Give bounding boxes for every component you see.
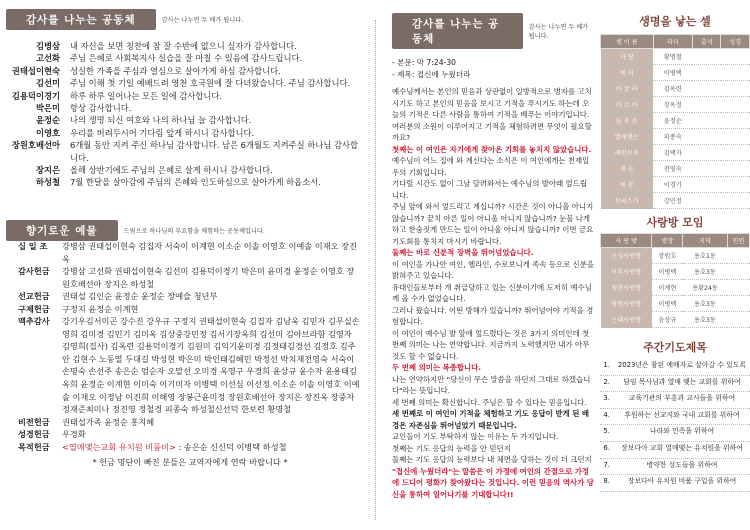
thanks-text: 주님 이해 첫 기일 예배드려 영천 호국원에 잘 다녀왔습니다. 주님 감사합니다. (70, 78, 351, 89)
groups-cell (727, 312, 749, 328)
groups-cell: 용호3동 (683, 312, 727, 328)
cells-cell (721, 129, 750, 145)
sermon-subtitle: 감사는 나누면 두 배가 됩니다. (528, 24, 589, 40)
sermon-paragraph: 유대인들로부터 개 취급당하고 있는 신분이기에 도저히 예수님께 올 수가 없었습니다. (392, 282, 592, 304)
sermon-paragraph: 첫째는 기도 응답의 능력을 안 믿던지 (392, 443, 511, 453)
offering-footer: * 헌금 명단이 빠진 분들은 교역자에게 연락 바랍니다 * (92, 457, 288, 468)
offering-row (18, 428, 362, 441)
offering-subtitle: 드림으로 하나님의 부요함을 체험하는 공동체입니다. (123, 228, 265, 235)
cells-row (601, 129, 750, 145)
prayer-text: 2023년은 참된 예배자로 살아갈 수 있도록 (617, 361, 747, 369)
sermon-paragraph: 세 번째로 이 여인이 기적을 체험하고 기도 응답이 받게 된 배경은 자존심을 뛰어넘었기 때문입니다. (392, 409, 590, 430)
sermon-meta (392, 57, 596, 80)
thanks-text: 주님 은혜로 사회복지사 실습을 잘 마칠 수 있음에 감사드립니다. (70, 53, 303, 64)
groups-cell (727, 280, 749, 296)
offering-label: 목적헌금 (18, 441, 50, 452)
groups-cell: 용호1동 (683, 248, 727, 264)
cells-table (600, 34, 750, 209)
prayer-text: 장보다아 교회 열매맺는 유치원을 위하여 (621, 443, 743, 452)
cells-cell (692, 145, 721, 161)
middle-column (378, 0, 596, 530)
cells-cell: 늘 푸 른 (601, 113, 654, 129)
prayer-number: 4. (603, 410, 610, 419)
thanks-name: 김병삼 (35, 41, 60, 51)
groups-row (601, 280, 750, 296)
prayer-list (600, 359, 750, 492)
cells-cell (692, 65, 721, 81)
sermon-paragraph: 주님 앞에 와서 엎드리고 계십니까? 시간은 것이 아니울 아니지 않습니까? 끝치 아른 일이 아니울 아니지 않습니까? 눈물 나게 하고 한숨짓게 만드는 일이 아니울 아니지 않습니까? 이번 금요기도회를 통치지 마시기 바랍니다. (392, 202, 594, 246)
cells-cell (692, 129, 721, 145)
cells-cell (721, 81, 750, 97)
groups-row (601, 312, 750, 328)
prayer-number: 1. (603, 361, 610, 369)
offering-row (18, 416, 362, 429)
groups-cell (727, 264, 749, 280)
offering-names-text: 강병삼 고선화 권태섭이현숙 김선미 김용덕이경기 박은미 윤미경 윤정순 이영호 장원호배선아 장지은 하성철 (62, 266, 355, 289)
groups-header-cell: 방장 (652, 234, 683, 248)
groups-header-cell: 인원 (727, 234, 749, 248)
sermon-header (392, 13, 596, 49)
thanks-item (0, 139, 364, 164)
prayer-title: 주간기도제목 (643, 341, 707, 354)
offering-title: 향기로운 예물 (6, 220, 118, 241)
thanks-item (0, 176, 364, 188)
cells-row (601, 161, 750, 177)
offering-row (18, 315, 362, 415)
thanks-subtitle: 감사는 나누면 두 배가 됩니다. (161, 17, 244, 24)
prayer-text: 장보다아 유치원 비품 구입을 위하여 (627, 477, 737, 486)
thanks-name: 하성철 (35, 177, 60, 188)
sermon-paragraph: 나는 연약하지만 "당신이 무슨 말씀을 하던지 그대로 하겠습니다"라는 뜻입니다. (392, 374, 591, 396)
offering-label: 비전헌금 (18, 416, 50, 427)
offering-names-text: : 송은순 신신덕 이병택 하성철 (175, 441, 287, 452)
offering-label: 구제헌금 (18, 303, 50, 314)
cells-header-cell: 성경 (721, 35, 750, 49)
cells-cell (721, 113, 750, 129)
cells-cell: 김옥련 (653, 81, 692, 97)
offering-row (18, 240, 362, 265)
sermon-paragraph: 첫째는 이 여인은 자기에게 찾아온 기회를 놓치지 않았습니다. (392, 144, 592, 154)
cells-cell: 피종숙 (653, 129, 692, 145)
thanks-name: 김선미 (35, 78, 60, 89)
prayer-number: 2. (603, 377, 610, 386)
offering-list (18, 240, 362, 469)
thanks-text: 7월 한달을 살아감에 주님의 은혜와 인도하심으로 살아가게 하옵소서. (70, 177, 321, 188)
groups-cell: 청룡사랑방 (601, 280, 652, 296)
groups-table (600, 233, 750, 328)
offering-names (62, 240, 362, 265)
groups-cell: 용호3동 (683, 264, 727, 280)
offering-row (18, 303, 362, 316)
offering-names-text: 권태섭가족 윤정순 홍지혜 (62, 416, 155, 427)
thanks-text: 성실한 가족을 주심과 열심으로 살아가게 하심 감사합니다. (70, 65, 281, 76)
thanks-name: 박은미 (35, 103, 60, 114)
sermon-paragraph: 두 번째 의미는 복종합니다. (392, 363, 482, 373)
thanks-name: 고선화 (35, 53, 60, 64)
offering-label: 맥추감사 (18, 316, 50, 327)
cells-cell: 레인보우 (601, 145, 654, 161)
offering-label: 선교헌금 (18, 291, 50, 302)
cells-cell: 열매맺는 (601, 129, 654, 145)
thanks-list (0, 40, 364, 189)
cells-row (601, 145, 750, 161)
cells-cell (721, 145, 750, 161)
cells-cell: 이경기 (653, 177, 692, 193)
cells-row (601, 113, 750, 129)
groups-cell: 아후사랑방 (601, 264, 652, 280)
prayer-text: 병약한 성도들을 위하여 (646, 460, 718, 469)
cells-cell (692, 177, 721, 193)
cells-cell (692, 81, 721, 97)
groups-cell: 이계현 (652, 280, 683, 296)
thanks-name: 윤정순 (35, 115, 60, 126)
thanks-text: 내 자신을 보면 칭찬에 참 잘 수반에 없으니 싶자가 감사합니다. (70, 41, 297, 51)
groups-cell: 은혜사랑방 (601, 312, 652, 328)
cells-cell (721, 97, 750, 113)
thanks-text: 하루 하루 일어나는 모든 일에 감사합니다. (70, 90, 223, 101)
cells-row (601, 177, 750, 193)
sermon-paragraph: 예수님께서는 본인의 믿음과 상관없이 일방적으로 병자를 고치시기도 하고 본인의 믿음을 보시고 기적을 푸시기도 하는데 오늘의 기적은 다른 사람을 통하여 기적을 베푸는 이야기입니다. (392, 87, 592, 120)
prayer-number: 3. (603, 394, 610, 403)
left-column (0, 0, 372, 530)
groups-cell: 장원호 (652, 248, 683, 264)
thanks-name: 김용덕이경기 (11, 90, 60, 101)
thanks-item (0, 90, 364, 102)
column-divider (375, 20, 376, 520)
groups-row (601, 296, 750, 312)
thanks-name: 이영호 (35, 127, 60, 138)
prayer-number: 8. (603, 477, 610, 486)
cells-cell: 윤정순 (653, 113, 692, 129)
offering-purpose: <열매맺는교회 유치원 비품비> (62, 441, 176, 452)
sermon-paragraph: "접신에 누웠더라"는 말씀은 이 가정에 여인의 간절으로 가정에 드디어 평화가 찾아왔다는 것입니다. 이런 믿음의 역사가 당신을 통하여 일어나기를 기대합니다!! (392, 466, 594, 499)
offering-row (18, 290, 362, 303)
cells-cell: 장옥정 (653, 97, 692, 113)
offering-label: 십 일 조 (18, 241, 48, 251)
groups-header-cell: 지역 (683, 234, 727, 248)
thanks-item (0, 65, 364, 77)
groups-title: 사랑방 모임 (646, 216, 704, 229)
cells-cell (692, 97, 721, 113)
sermon-paragraph: 여러분의 소원이 이루어지고 기적을 체험하려면 무엇이 필요할까요? (392, 121, 592, 143)
prayer-text: 나라와 민족을 위하여 (649, 427, 715, 436)
prayer-item (600, 475, 750, 492)
sermon-paragraph: 세 번째 의미는 확신합니다. 주님은 할 수 있다는 믿음입니다. (392, 397, 587, 407)
thanks-title: 감사를 나누는 공동체 (6, 9, 156, 30)
cells-cell: 아 굴 라 (601, 81, 654, 97)
offering-names (62, 441, 362, 454)
offering-names-text: 구정지 윤정순 이계현 (62, 303, 139, 314)
cells-cell: 김택자 (653, 145, 692, 161)
offering-names (62, 428, 362, 441)
cells-cell: 황명철 (653, 49, 692, 65)
thanks-text: 6개월 동안 지켜 주신 하나님 감사합니다. 남은 6개월도 지켜주실 하나님 감사합니다. (70, 140, 359, 163)
cells-cell (721, 193, 750, 209)
groups-cell: 윤상규 (652, 312, 683, 328)
cells-cell: 에 봉 (601, 177, 654, 193)
groups-cell: 땅원사랑방 (601, 296, 652, 312)
prayer-item (600, 376, 750, 393)
offering-label: 성경헌금 (18, 429, 50, 440)
offering-names (62, 416, 362, 429)
thanks-text: 우리를 버려두시어 기다림 앞게 하시니 감사합니다. (70, 127, 255, 138)
offering-names-text: 강기우김서미곤 강수진 강우규 구정지 권태섭이현숙 김집자 김남욱 김믿자 김무실손영희 김미경 김민기 김미옥 김상중강민정 김서기장옥희 김선미 김아브라함 김영자 김영희(집사) 김옥련 김용덕이경기 김원미 김익기윤미경 김정태김경선 김정호 김주안 김현수 노동열 두대길 박성현 박은미 박인태김혜민 박정선 박치재전영숙 서숙이 손명숙 손선주 송은순 엄순자 오말선 오미경 옥영구 우경희 윤상규 윤수자 윤용태김옥희 윤정순 이계현 이미숙 이기미자 이병택 이선심 이선정 이소순 이솔 이영호 이예솔 이재오 이정남 이진희 이해영 장봉근윤미정 장원호배선아 장지은 장진옥 장중자 정재준최미나 정진영 정철경 피종숙 하성철신선덕 한보련 황명철 (62, 316, 360, 415)
cells-row (601, 81, 750, 97)
thanks-item (0, 114, 364, 126)
cells-cell (721, 161, 750, 177)
prayer-item (600, 392, 750, 409)
offering-names-text: 강병삼 권태섭이현숙 김집자 서숙이 이계현 이소순 이솔 이영호 이예솔 이재오 장진옥 (62, 241, 357, 264)
cells-row (601, 97, 750, 113)
cells-cell: 전영숙 (653, 161, 692, 177)
groups-cell (727, 296, 749, 312)
offering-names-text: 우경화 (62, 429, 86, 440)
cells-header-cell: 출석 (692, 35, 721, 49)
thanks-text: 나의 생명 되신 여호와 나의 하나님 늘 감사합니다. (70, 115, 252, 126)
groups-cell: 용호3동 (683, 296, 727, 312)
prayer-item (600, 409, 750, 426)
groups-cell: 이병택 (652, 264, 683, 280)
cells-cell: 브리스가 (601, 193, 654, 209)
cells-row (601, 49, 750, 65)
cells-cell (692, 113, 721, 129)
offering-names-text: 권태섭 김인순 윤정순 윤정순 장예슬 청년부 (62, 291, 218, 302)
groups-row (601, 248, 750, 264)
prayer-number: 6. (603, 443, 610, 452)
sermon-paragraph: 교인들이 기도 부탁하지 않는 이유는 두 가지입니다. (392, 432, 559, 442)
prayer-text: 교육기관의 부흥과 교사들을 위하여 (628, 394, 736, 403)
groups-row (601, 264, 750, 280)
sermon-paragraph: 예수님이 어느 집에 와 계신다는 소식은 이 여인에게는 천재일우의 기회입니다. (392, 156, 590, 177)
groups-cell: 군성사랑방 (601, 248, 652, 264)
thanks-item (0, 102, 364, 114)
prayer-item (600, 359, 750, 376)
offering-names (62, 315, 362, 415)
prayer-number: 5. (603, 427, 610, 436)
sermon-body (378, 86, 596, 500)
sermon-ref: - 본문: 막 7:24-30 (392, 58, 457, 67)
sermon-paragraph: 둘째는 기도 응답의 능력보다 내 체면을 당하는 것이 더 크던지 (392, 455, 592, 465)
sermon-paragraph: 그러나 왔습니다. 어떤 방해가 있습니까? 뛰어넘어야 기적을 경험합니다. (392, 305, 594, 327)
offering-names (62, 290, 362, 303)
thanks-name: 장원호배선아 (11, 140, 60, 151)
prayer-text: 후원하는 선교지와 국내 교회를 위하여 (624, 410, 740, 419)
prayer-item (600, 442, 750, 459)
thanks-item (0, 52, 364, 64)
prayer-number: 7. (603, 460, 610, 469)
cells-cell (692, 193, 721, 209)
offering-names (62, 303, 362, 316)
thanks-name: 장지은 (35, 165, 60, 176)
groups-header-cell: 사 랑 방 (601, 234, 652, 248)
cells-cell (721, 65, 750, 81)
right-column (600, 0, 750, 530)
sermon-paragraph: 기다릴 시간도 없이 그날 달려와서는 예수님의 발아래 엎드립니다. (392, 179, 587, 200)
cells-header-cell: 셀 이 름 (601, 35, 654, 49)
cells-cell: 사 랑 (601, 49, 654, 65)
sermon-paragraph: 이 여인을 가나안 여인, 헬라인, 수로보니게 족속 등으로 신분을 밝혀주고 있습니다. (392, 259, 594, 281)
prayer-item (600, 459, 750, 476)
cells-cell: 에 리 (601, 65, 654, 81)
offering-row (18, 441, 362, 454)
thanks-text: 올해 상반기에도 주님의 은혜로 살게 하시니 감사합니다. (70, 165, 273, 176)
thanks-name: 권태섭이현숙 (11, 65, 60, 76)
cells-cell (692, 161, 721, 177)
sermon-paragraph: 둘째는 바로 신분적 장벽을 뛰어넘었습니다. (392, 248, 534, 258)
cells-cell (721, 49, 750, 65)
cells-title: 생명을 낳는 셀 (639, 15, 711, 28)
offering-row (18, 265, 362, 290)
cells-cell: 이병택 (653, 65, 692, 81)
groups-cell: 용황24동 (683, 280, 727, 296)
cells-cell (692, 49, 721, 65)
cells-header-cell: 리더 (653, 35, 692, 49)
groups-cell (727, 248, 749, 264)
thanks-text: 항상 감사합니다. (70, 103, 132, 114)
sermon-title: 감사를 나누는 공동체 (392, 13, 523, 49)
cells-cell (721, 177, 750, 193)
cells-cell: 새 순 (601, 161, 654, 177)
thanks-header (6, 9, 372, 30)
cells-cell: 마 르 아 (601, 97, 654, 113)
cells-row (601, 193, 750, 209)
cells-row (601, 65, 750, 81)
thanks-item (0, 164, 364, 176)
sermon-paragraph: 이 여인이 예수님 발 앞에 엎드렸다는 것은 3가지 의미인데 첫 번째 의미는 나는 연약합니다. 지금까지 노력했지만 내가 아무것도 할 수 없습니다. (392, 328, 590, 361)
thanks-item (0, 127, 364, 139)
offering-header (6, 220, 265, 241)
thanks-item (0, 40, 364, 52)
prayer-text: 담임 목사님과 열매 맺는 교회를 위하여 (623, 377, 741, 386)
offering-names (62, 265, 362, 290)
groups-cell: 이병택 (652, 296, 683, 312)
thanks-item (0, 77, 364, 89)
prayer-item (600, 425, 750, 442)
sermon-topic: - 제목: 접신에 누웠더라 (392, 69, 471, 79)
cells-cell: 강민정 (653, 193, 692, 209)
offering-label: 감사헌금 (18, 266, 50, 277)
